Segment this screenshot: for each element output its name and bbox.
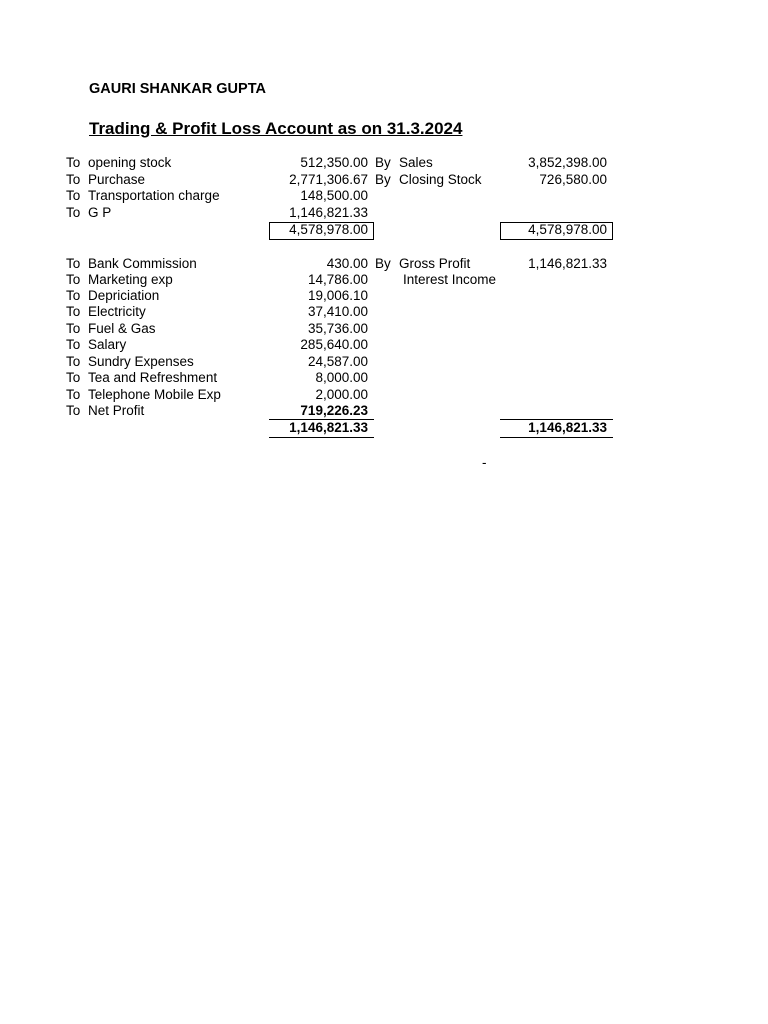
row-prefix: To — [66, 172, 81, 187]
row-prefix: By — [375, 256, 391, 271]
row-amount: 2,000.00 — [315, 387, 368, 402]
row-amount: 1,146,821.33 — [528, 256, 607, 271]
row-amount: 35,736.00 — [307, 321, 368, 336]
row-amount: 19,006.10 — [307, 288, 368, 303]
row-amount: 37,410.00 — [307, 304, 368, 319]
row-prefix: By — [375, 172, 391, 187]
row-prefix: To — [66, 321, 81, 336]
row-amount: 726,580.00 — [539, 172, 607, 187]
row-prefix: To — [66, 370, 81, 385]
row-amount: 3,852,398.00 — [528, 155, 607, 170]
row-prefix: To — [66, 387, 81, 402]
credit-total: 4,578,978.00 — [528, 222, 607, 237]
row-amount: 148,500.00 — [300, 188, 368, 203]
net-profit-amount: 719,226.23 — [300, 403, 368, 418]
row-label: Interest Income — [403, 272, 497, 287]
row-amount: 512,350.00 — [300, 155, 368, 170]
row-label: Marketing exp — [88, 272, 173, 287]
row-label: Purchase — [88, 172, 146, 187]
row-label: Electricity — [88, 304, 146, 319]
row-amount: 14,786.00 — [307, 272, 368, 287]
row-label: Sundry Expenses — [88, 354, 194, 369]
row-label: G P — [88, 205, 112, 220]
row-amount: 24,587.00 — [307, 354, 368, 369]
row-amount: 1,146,821.33 — [289, 205, 368, 220]
row-label: Closing Stock — [399, 172, 482, 187]
row-prefix: To — [66, 205, 81, 220]
total-bottom-rule — [500, 437, 613, 438]
row-label: Depriciation — [88, 288, 160, 303]
row-prefix: To — [66, 288, 81, 303]
dash-mark: - — [482, 455, 487, 470]
account-holder-name: GAURI SHANKAR GUPTA — [89, 81, 266, 97]
debit-total: 4,578,978.00 — [289, 222, 368, 237]
row-label: Sales — [399, 155, 433, 170]
row-prefix: To — [66, 188, 81, 203]
row-label: Fuel & Gas — [88, 321, 156, 336]
credit-total: 1,146,821.33 — [528, 420, 607, 435]
row-label: opening stock — [88, 155, 172, 170]
row-prefix: To — [66, 155, 81, 170]
row-prefix: To — [66, 272, 81, 287]
row-prefix: To — [66, 337, 81, 352]
row-prefix: By — [375, 155, 391, 170]
row-label: Net Profit — [88, 403, 145, 418]
row-amount: 285,640.00 — [300, 337, 368, 352]
row-prefix: To — [66, 403, 81, 418]
row-prefix: To — [66, 304, 81, 319]
row-prefix: To — [66, 256, 81, 271]
row-amount: 430.00 — [326, 256, 368, 271]
row-amount: 8,000.00 — [315, 370, 368, 385]
row-label: Transportation charge — [88, 188, 220, 203]
row-label: Telephone Mobile Exp — [88, 387, 221, 402]
row-amount: 2,771,306.67 — [289, 172, 368, 187]
row-label: Gross Profit — [399, 256, 471, 271]
row-label: Salary — [88, 337, 127, 352]
row-prefix: To — [66, 354, 81, 369]
page-title: Trading & Profit Loss Account as on 31.3.2024 — [89, 119, 463, 138]
debit-total: 1,146,821.33 — [289, 420, 368, 435]
total-bottom-rule — [269, 437, 374, 438]
row-label: Tea and Refreshment — [88, 370, 218, 385]
row-label: Bank Commission — [88, 256, 197, 271]
